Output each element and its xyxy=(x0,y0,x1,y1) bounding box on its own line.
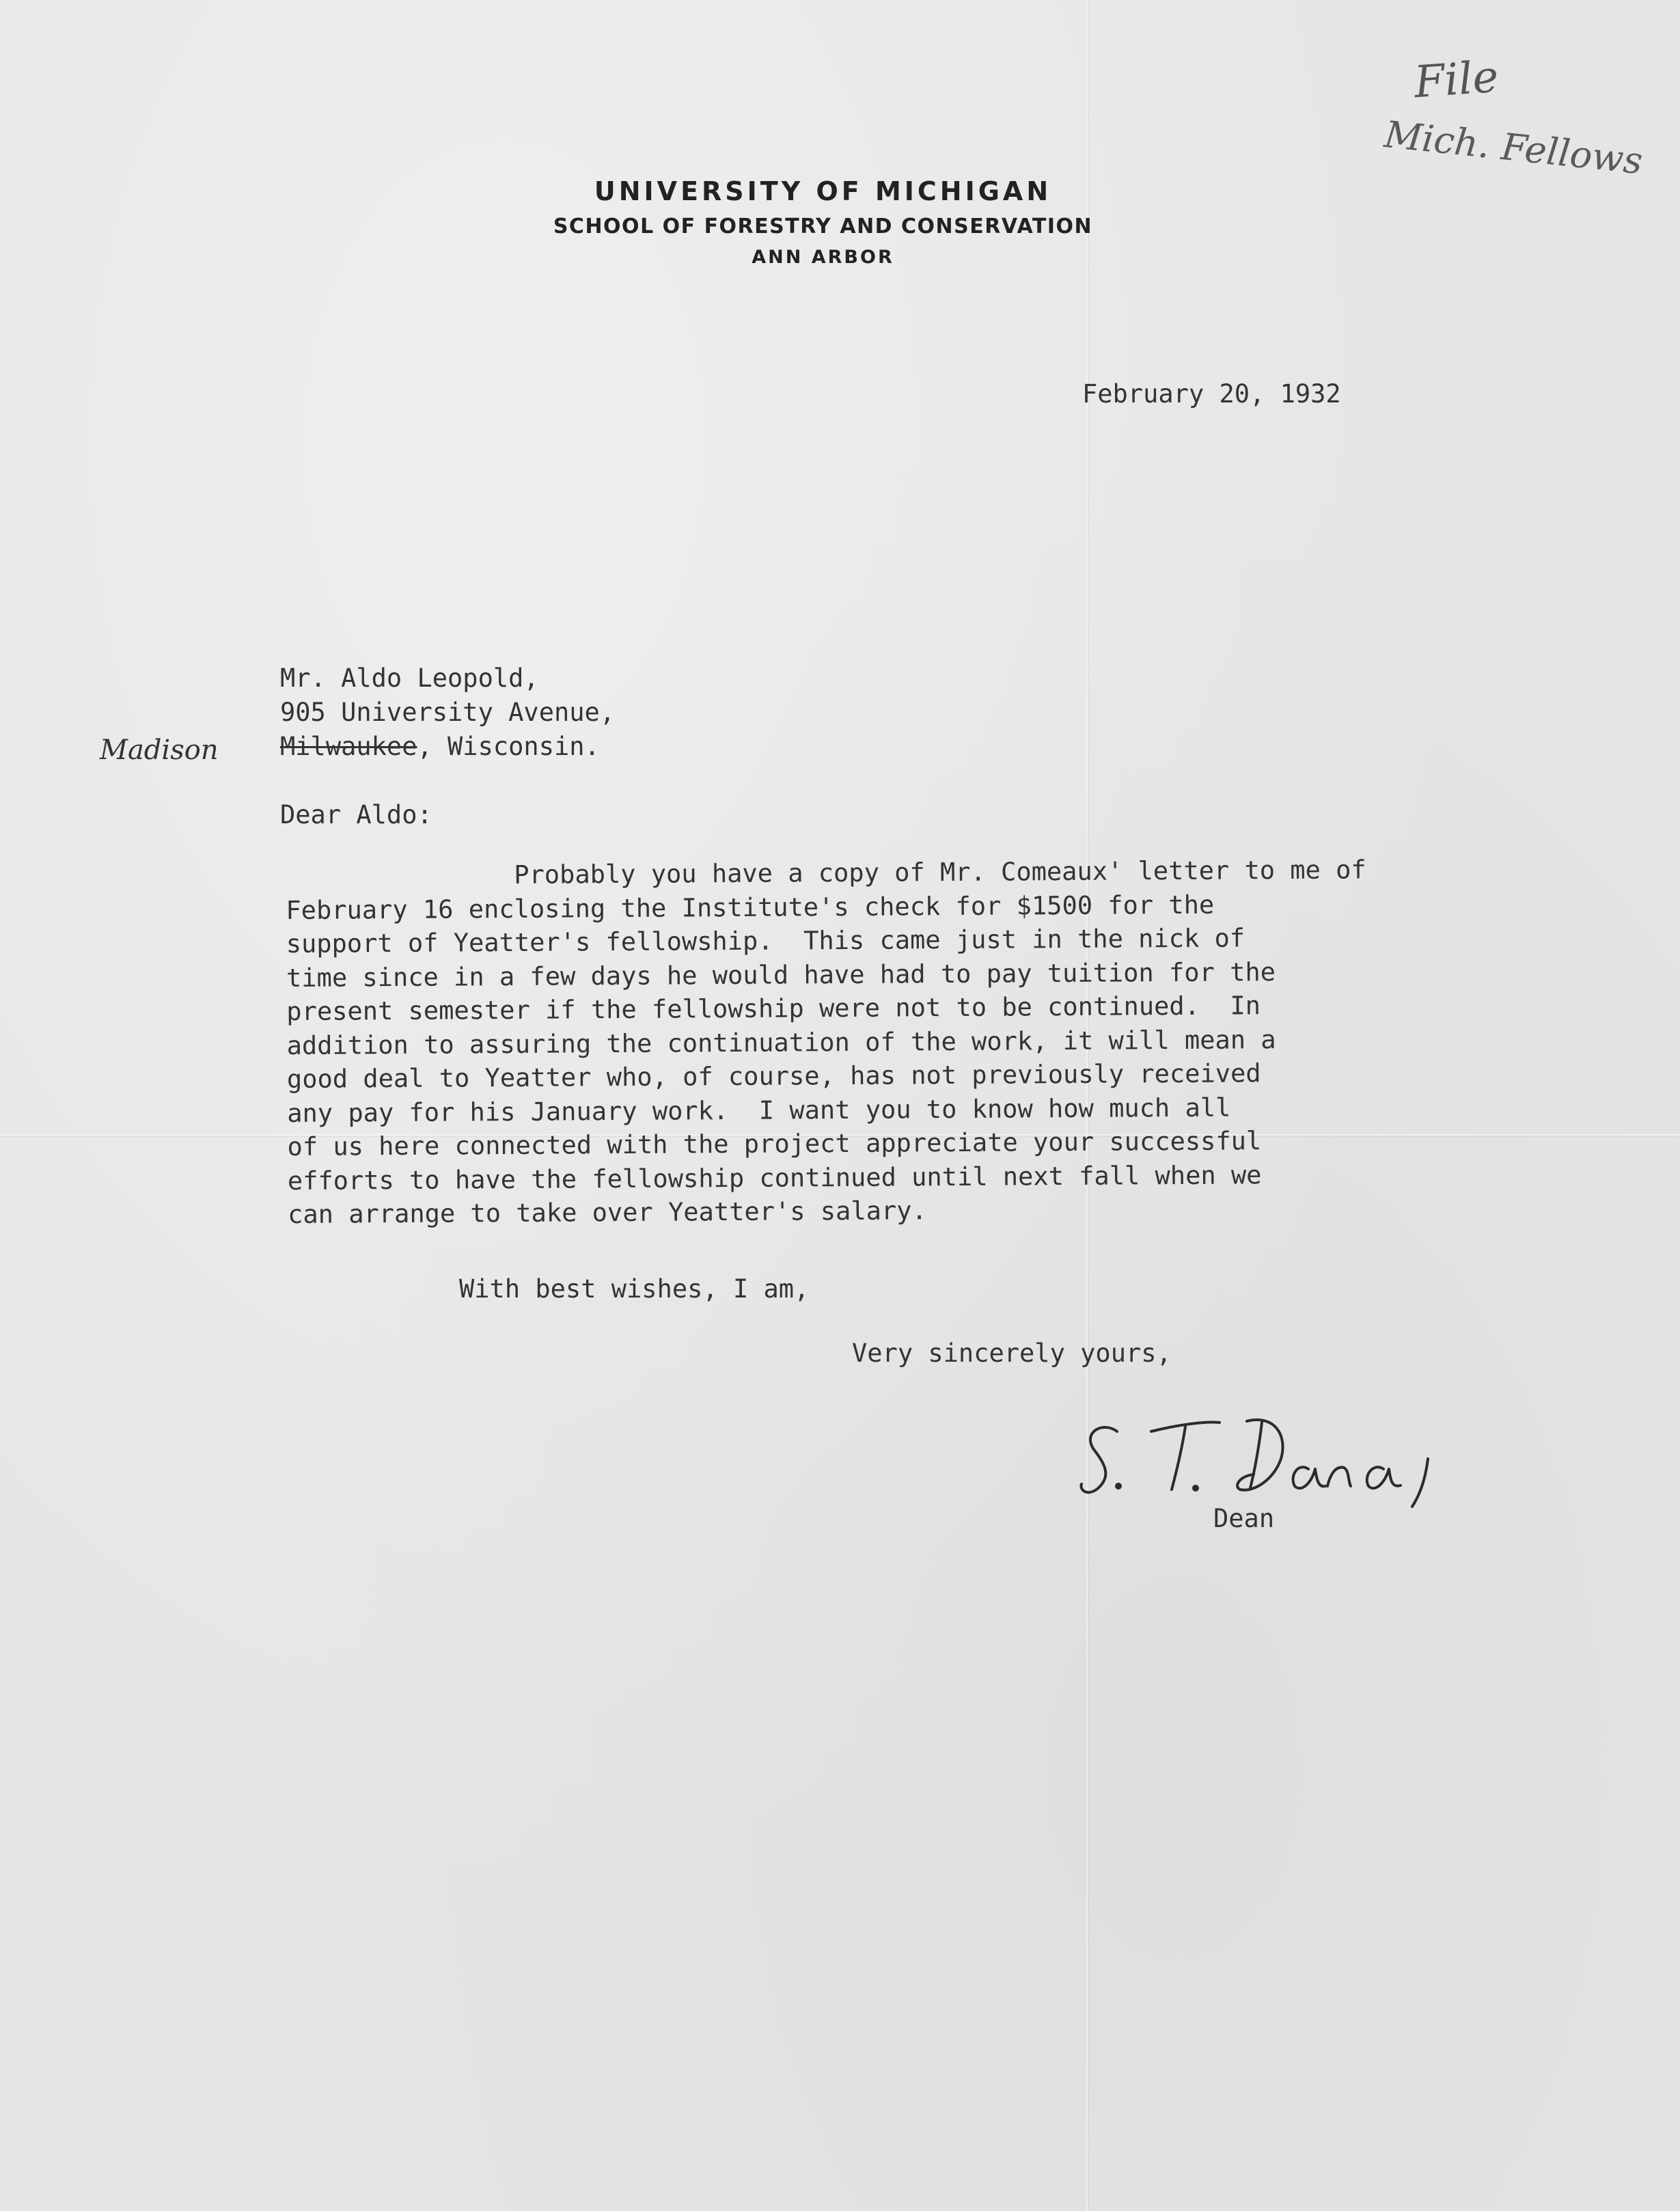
recipient-city-line xyxy=(280,730,615,764)
recipient-name: Mr. Aldo Leopold, xyxy=(280,663,539,693)
body-line: Probably you have a copy of Mr. Comeaux' letter to me of xyxy=(286,855,1366,891)
body-line: any pay for his January work. I want you to know how much all xyxy=(287,1093,1231,1128)
recipient-address xyxy=(280,661,615,764)
closing-line: With best wishes, I am, xyxy=(459,1274,810,1304)
handwritten-folder-note: Mich. Fellows xyxy=(1382,113,1645,183)
letterhead-university: UNIVERSITY OF MICHIGAN xyxy=(594,176,1052,206)
signature xyxy=(1076,1394,1459,1510)
body-line: addition to assuring the continuation of the work, it will mean a xyxy=(286,1024,1276,1060)
body-line: of us here connected with the project appreciate your successful xyxy=(287,1126,1262,1162)
handwritten-city-correction: Madison xyxy=(100,734,219,766)
salutation: Dear Aldo: xyxy=(280,800,432,829)
letter-body xyxy=(286,853,1368,1231)
letterhead xyxy=(0,176,1680,268)
body-line: support of Yeatter's fellowship. This came just in the nick of xyxy=(286,923,1245,959)
recipient-street: 905 University Avenue, xyxy=(280,698,616,727)
body-line: can arrange to take over Yeatter's salary. xyxy=(288,1196,927,1229)
body-line: February 16 enclosing the Institute's check for $1500 for the xyxy=(286,890,1215,925)
letterhead-city: ANN ARBOR xyxy=(752,247,894,268)
recipient-state: , Wisconsin. xyxy=(417,732,600,761)
handwritten-file-note: File xyxy=(1412,51,1500,109)
body-line: efforts to have the fellowship continued until next fall when we xyxy=(287,1159,1262,1196)
signer-title: Dean xyxy=(1213,1504,1275,1533)
letter-date: February 20, 1932 xyxy=(1082,379,1341,409)
signoff: Very sincerely yours, xyxy=(852,1338,1172,1368)
recipient-city-struck: Milwaukee xyxy=(280,732,417,761)
letterhead-school: SCHOOL OF FORESTRY AND CONSERVATION xyxy=(553,215,1093,238)
body-line: good deal to Yeatter who, of course, has not previously received xyxy=(286,1058,1261,1094)
body-line: present semester if the fellowship were not to be continued. In xyxy=(286,991,1261,1026)
body-line: time since in a few days he would have had to pay tuition for the xyxy=(286,957,1276,993)
